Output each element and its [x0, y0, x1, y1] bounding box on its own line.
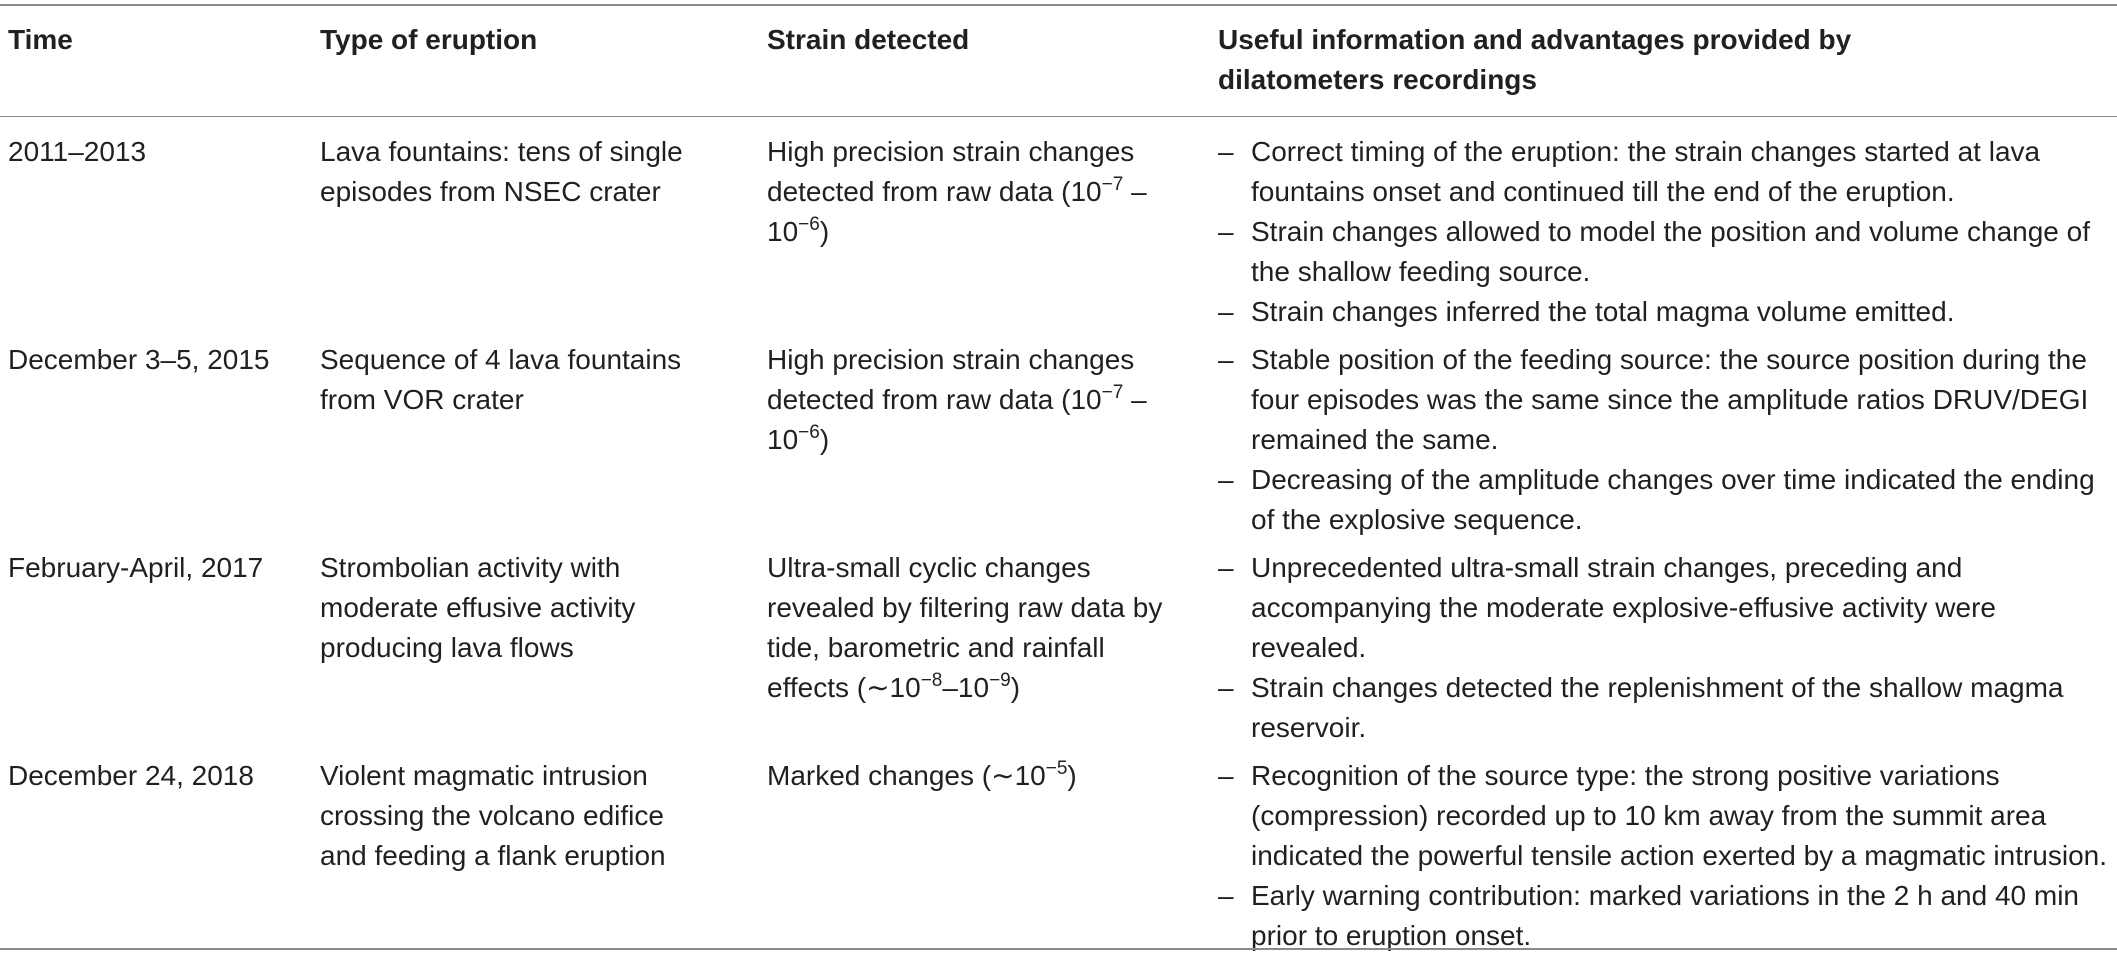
row-3-strain-exp1: −8 [920, 670, 943, 691]
row-4-time: December 24, 2018 [8, 760, 254, 791]
row-1-strain-end: ) [819, 216, 830, 247]
header-time: Time [8, 24, 73, 55]
row-4-info-item [1218, 876, 2113, 956]
row-1-info-text: Correct timing of the eruption: the strain changes started at lava fountains onset and continued till the end of the eruption. [1251, 136, 2041, 207]
row-3-type: Strombolian activity with moderate effusive activity producing lava flows [320, 552, 636, 663]
table-header-rule [0, 116, 2117, 117]
bullet-dash: – [1218, 344, 1234, 375]
row-2-strain-end: ) [819, 424, 830, 455]
row-1-strain-mid: – 10 [767, 176, 1147, 247]
table-bottom-rule [0, 948, 2117, 950]
row-1-strain-exp2: −6 [798, 214, 820, 235]
row-2-time: December 3–5, 2015 [8, 344, 270, 375]
table-top-rule [0, 4, 2117, 6]
row-1-info-item [1218, 212, 2113, 292]
row-4-type: Violent magmatic intrusion crossing the volcano edifice and feeding a flank eruption [320, 760, 666, 871]
row-1-strain-text: High precision strain changes detected from raw data (10 [767, 136, 1135, 207]
row-3-strain [767, 548, 1177, 708]
header-strain: Strain detected [767, 24, 970, 55]
row-4-strain-text: Marked changes (∼10 [767, 760, 1046, 791]
row-3-info-text: Strain changes detected the replenishment of the shallow magma reservoir. [1251, 672, 2064, 743]
row-3-strain-exp2: −9 [989, 670, 1011, 691]
row-1-strain-exp1: −7 [1101, 174, 1124, 195]
row-2-info [1218, 340, 2113, 540]
row-2-info-text: Stable position of the feeding source: the source position during the four episodes was the same since the amplitude ratios DRUV/DEGI remained the same. [1251, 344, 2089, 455]
row-3-info-item [1218, 668, 2113, 748]
row-2-strain-exp1: −7 [1101, 382, 1124, 403]
row-3-strain-text: Ultra-small cyclic changes revealed by filtering raw data by tide, barometric and rainfall effects (∼10 [767, 552, 1163, 703]
row-1-type: Lava fountains: tens of single episodes from NSEC crater [320, 136, 683, 207]
row-1-strain [767, 132, 1177, 252]
row-1-time: 2011–2013 [8, 136, 147, 167]
row-4-strain [767, 756, 1177, 796]
row-2-type: Sequence of 4 lava fountains from VOR crater [320, 344, 682, 415]
row-2-strain-text: High precision strain changes detected from raw data (10 [767, 344, 1135, 415]
row-2-info-item [1218, 340, 2113, 460]
row-1-info-text: Strain changes inferred the total magma volume emitted. [1251, 296, 1955, 327]
row-3-strain-end: ) [1010, 672, 1021, 703]
bullet-dash: – [1218, 880, 1234, 911]
bullet-dash: – [1218, 216, 1234, 247]
row-3-info-item [1218, 548, 2113, 668]
row-2-strain [767, 340, 1177, 460]
row-2-strain-exp2: −6 [798, 422, 820, 443]
row-4-strain-exp1: −5 [1045, 758, 1068, 779]
bullet-dash: – [1218, 296, 1234, 327]
row-1-info-text: Strain changes allowed to model the position and volume change of the shallow feeding source. [1251, 216, 2090, 287]
bullet-dash: – [1218, 552, 1234, 583]
row-2-info-text: Decreasing of the amplitude changes over time indicated the ending of the explosive sequence. [1251, 464, 2095, 535]
row-4-strain-end: ) [1067, 760, 1077, 791]
bullet-dash: – [1218, 136, 1234, 167]
row-4-info-text: Recognition of the source type: the strong positive variations (compression) recorded up to 10 km away from the summit area indicated the powerful tensile action exerted by a magmatic intrusion. [1251, 760, 2108, 871]
row-1-info-item [1218, 292, 2113, 332]
row-3-info-text: Unprecedented ultra-small strain changes, preceding and accompanying the moderate explosive-effusive activity were revealed. [1251, 552, 1996, 663]
header-type: Type of eruption [320, 24, 538, 55]
row-1-info-item [1218, 132, 2113, 212]
bullet-dash: – [1218, 464, 1234, 495]
row-3-time: February-April, 2017 [8, 552, 264, 583]
header-info: Useful information and advantages provided by dilatometers recordings [1218, 24, 1852, 95]
row-3-info [1218, 548, 2113, 748]
row-1-info [1218, 132, 2113, 332]
row-3-strain-mid: –10 [942, 672, 990, 703]
row-2-info-item [1218, 460, 2113, 540]
row-4-info-text: Early warning contribution: marked variations in the 2 h and 40 min prior to eruption onset. [1251, 880, 2079, 951]
row-4-info [1218, 756, 2113, 956]
row-2-strain-mid: – 10 [767, 384, 1147, 455]
bullet-dash: – [1218, 760, 1234, 791]
row-4-info-item [1218, 756, 2113, 876]
bullet-dash: – [1218, 672, 1234, 703]
